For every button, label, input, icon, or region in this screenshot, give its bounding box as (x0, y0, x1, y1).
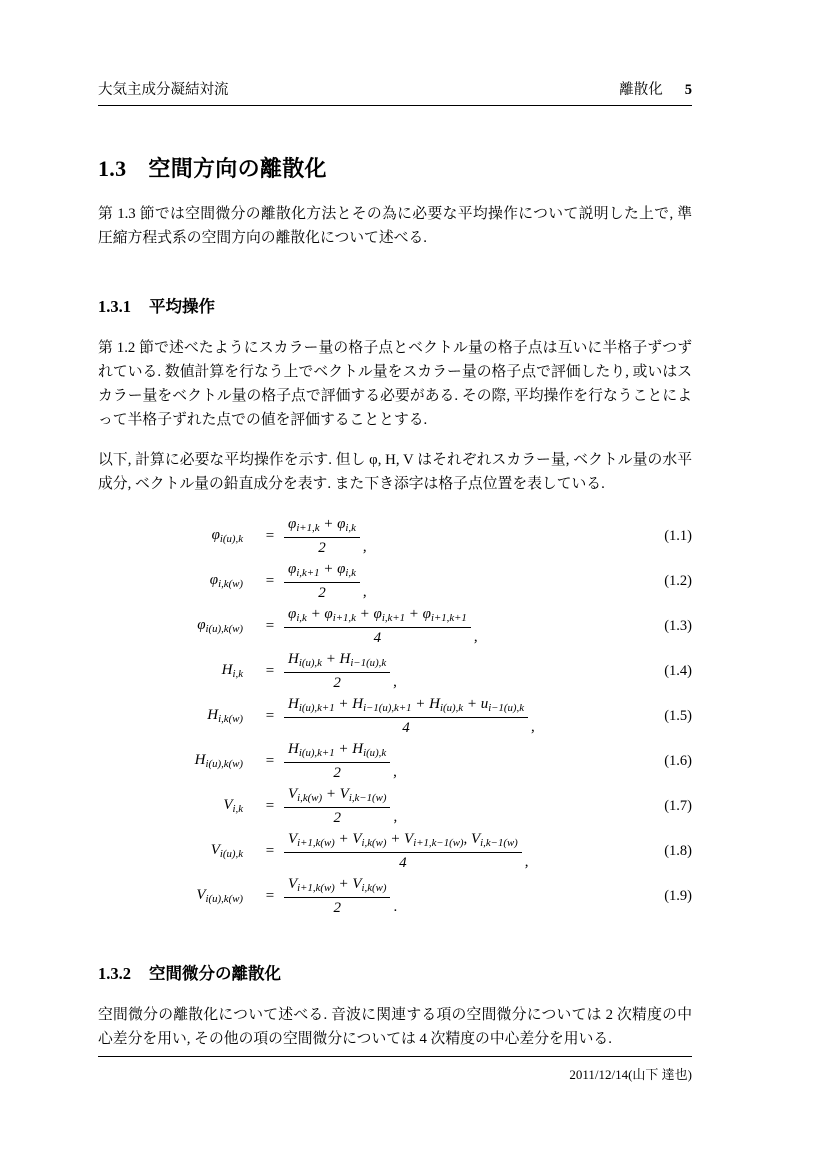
equation-punctuation: , (362, 583, 367, 600)
subsection-2-paragraph-1: 空間微分の離散化について述べる. 音波に関連する項の空間微分については 2 次精度の中心差分を用い, その他の項の空間微分については 4 次精度の中心差分を用いる. (98, 1006, 692, 1047)
fraction-numerator: $\varphi_{i+1,k} + \varphi_{i,k}$ (284, 515, 360, 538)
equation-relation: = (265, 707, 275, 724)
equation-lhs: $\varphi_{i(u),k(w)}$ (197, 617, 243, 636)
fraction-denominator: 2 (333, 899, 341, 916)
equation-lhs: $\varphi_{i(u),k}$ (211, 527, 243, 546)
equation-punctuation: , (362, 538, 367, 555)
equation-punctuation: . (393, 898, 398, 915)
equation-row (98, 785, 692, 828)
equation-rhs (283, 515, 630, 558)
equation-lhs: $V_{i,k}$ (223, 797, 243, 816)
subsection-1-paragraph-2: 以下, 計算に必要な平均操作を示す. 但し φ, H, V はそれぞれスカラー量, ベクトル量の水平成分, ベクトル量の鉛直成分を表す. また下き添字は格子点位置を表している. (98, 451, 692, 492)
section-title: 空間方向の離散化 (148, 156, 327, 181)
equation-rhs (283, 830, 630, 873)
equation-lhs: $V_{i(u),k(w)}$ (196, 887, 243, 906)
footer-date-author: 2011/12/14(山下 達也) (569, 1067, 692, 1082)
fraction-numerator: $\varphi_{i,k} + \varphi_{i+1,k} + \varphi_{i,k+1} + \varphi_{i+1,k+1}$ (284, 605, 471, 628)
equation-row (98, 605, 692, 648)
fraction-denominator: 2 (333, 809, 341, 826)
equation-row (98, 515, 692, 558)
equation-relation: = (265, 797, 275, 814)
fraction-denominator: 4 (402, 719, 410, 736)
equation-relation: = (265, 527, 275, 544)
fraction-numerator: $\varphi_{i,k+1} + \varphi_{i,k}$ (284, 560, 360, 583)
equation-relation: = (265, 842, 275, 859)
equation-rhs (283, 740, 630, 783)
equation-row (98, 875, 692, 918)
equation-tag: (1.9) (664, 887, 692, 904)
equation-tag: (1.2) (664, 572, 692, 589)
fraction-denominator: 4 (399, 854, 407, 871)
equation-punctuation: , (530, 718, 535, 735)
fraction (284, 605, 471, 648)
subsection-1-paragraph-1: 第 1.2 節で述べたようにスカラー量の格子点とベクトル量の格子点は互いに半格子ずつずれている. 数値計算を行なう上でベクトル量をスカラー量の格子点で評価したり, 或いはスカラー量をベクトル量の格子点で評価する必要がある. その際, 平均操作を行なうことによって半格子ずれた点での値を評価することとする. (98, 339, 692, 428)
equation-punctuation: , (393, 808, 398, 825)
equation-lhs: $H_{i,k(w)}$ (207, 707, 243, 726)
page-content (98, 78, 692, 1052)
fraction-denominator: 2 (318, 539, 326, 556)
fraction-denominator: 2 (333, 764, 341, 781)
equation-lhs: $\varphi_{i,k(w)}$ (209, 572, 243, 591)
equation-lhs: $H_{i(u),k(w)}$ (194, 752, 243, 771)
equation-rhs (283, 560, 630, 603)
running-header (98, 78, 692, 106)
running-header-right: 離散化 (619, 82, 663, 98)
equation-relation: = (265, 572, 275, 589)
subsection-title-2: 空間微分の離散化 (149, 963, 281, 983)
equation-rhs (283, 605, 630, 648)
equation-block (98, 515, 692, 918)
fraction (284, 515, 360, 558)
subsection-number-1: 1.3.1 (98, 296, 131, 316)
fraction (284, 695, 528, 738)
fraction-denominator: 2 (318, 584, 326, 601)
fraction (284, 650, 390, 693)
fraction-numerator: $V_{i+1,k(w)} + V_{i,k(w)}$ (284, 875, 390, 898)
equation-tag: (1.7) (664, 797, 692, 814)
equation-tag: (1.1) (664, 527, 692, 544)
section-number: 1.3 (98, 156, 127, 181)
equation-tag: (1.6) (664, 752, 692, 769)
equation-punctuation: , (524, 853, 529, 870)
subsection-heading-1 (98, 293, 692, 317)
equation-lhs: $H_{i,k}$ (221, 662, 243, 681)
fraction (284, 785, 390, 828)
equation-tag: (1.4) (664, 662, 692, 679)
equation-tag: (1.5) (664, 707, 692, 724)
equation-rhs (283, 650, 630, 693)
page-footer (98, 1056, 692, 1083)
equation-relation: = (265, 752, 275, 769)
equation-row (98, 695, 692, 738)
subsection-title-1: 平均操作 (149, 296, 215, 316)
section-intro-paragraph: 第 1.3 節では空間微分の離散化方法とその為に必要な平均操作について説明した上で, 準圧縮方程式系の空間方向の離散化について述べる. (98, 206, 692, 246)
equation-row (98, 650, 692, 693)
page-number: 5 (684, 82, 692, 98)
fraction (284, 740, 390, 783)
equation-lhs: $V_{i(u),k}$ (210, 842, 243, 861)
equation-row (98, 740, 692, 783)
equation-rhs (283, 875, 630, 918)
equation-row (98, 560, 692, 603)
fraction (284, 830, 522, 873)
fraction-denominator: 2 (333, 674, 341, 691)
fraction-numerator: $H_{i(u),k+1} + H_{i(u),k}$ (284, 740, 390, 763)
fraction-numerator: $H_{i(u),k} + H_{i-1(u),k}$ (284, 650, 390, 673)
equation-row (98, 830, 692, 873)
subsection-heading-2 (98, 960, 692, 984)
fraction-numerator: $V_{i,k(w)} + V_{i,k-1(w)}$ (284, 785, 390, 808)
equation-rhs (283, 785, 630, 828)
fraction-numerator: $H_{i(u),k+1} + H_{i-1(u),k+1} + H_{i(u),k} + u_{i-1(u),k}$ (284, 695, 528, 718)
equation-rhs (283, 695, 630, 738)
subsection-number-2: 1.3.2 (98, 963, 131, 983)
section-heading (98, 152, 692, 183)
equation-relation: = (265, 617, 275, 634)
equation-relation: = (265, 662, 275, 679)
equation-relation: = (265, 887, 275, 904)
equation-tag: (1.8) (664, 842, 692, 859)
equation-punctuation: , (393, 763, 397, 780)
running-header-left: 大気主成分凝結対流 (98, 82, 229, 98)
equation-punctuation: , (393, 673, 397, 690)
fraction-denominator: 4 (373, 629, 382, 646)
equation-punctuation: , (473, 628, 478, 645)
equation-tag: (1.3) (664, 617, 692, 634)
fraction (284, 875, 390, 918)
fraction-numerator: $V_{i+1,k(w)} + V_{i,k(w)} + V_{i+1,k-1(w)}$, $V_{i,k-1(w)}$ (284, 830, 522, 853)
fraction (284, 560, 360, 603)
